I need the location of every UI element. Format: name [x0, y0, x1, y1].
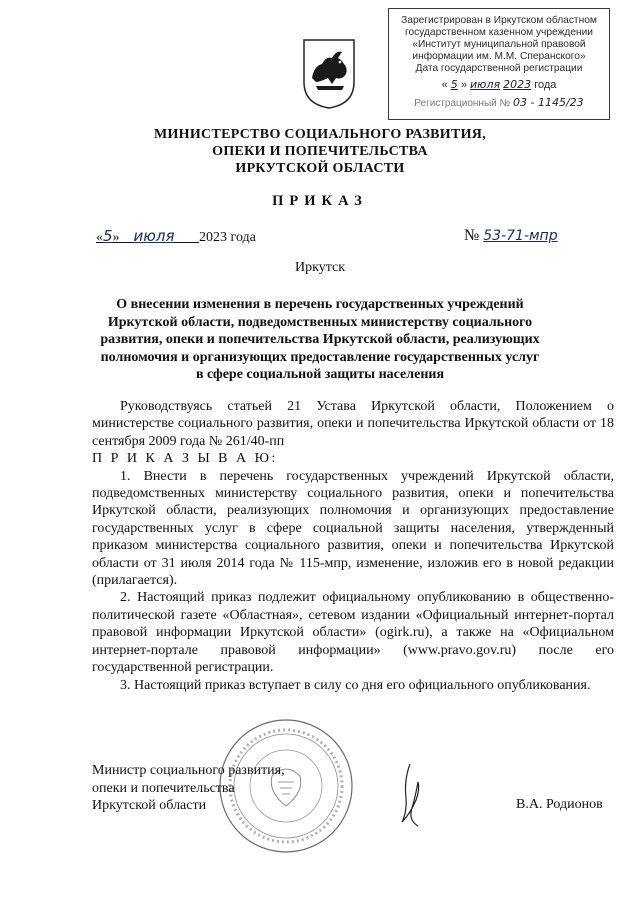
- ministry-line-3: ИРКУТСКОЙ ОБЛАСТИ: [235, 161, 405, 176]
- stamp-date: [393, 79, 605, 91]
- order-date-open: «: [96, 230, 103, 245]
- ministry-header: [120, 126, 520, 177]
- signature-icon: [388, 760, 438, 830]
- order-number: [464, 227, 558, 245]
- body-preamble: Руководствуясь статьей 21 Устава Иркутской области, Положением о министерстве социального развития, опеки и попечительства Иркутской области от 18 сентября 2009 года № 261/40-пп: [92, 399, 614, 449]
- stamp-reg-label: Регистрационный №: [414, 98, 511, 109]
- signer-line-1: Министр социального развития,: [92, 763, 285, 778]
- stamp-date-year: 2023: [503, 78, 532, 91]
- order-date-month: июля: [133, 227, 175, 245]
- signer-line-3: Иркутской области: [92, 798, 207, 813]
- order-date: [96, 227, 256, 246]
- order-date-close: »: [112, 230, 120, 245]
- signer-position: [92, 762, 285, 815]
- stamp-line-2: государственном казенном учреждении: [404, 27, 593, 38]
- body-item-2: 2. Настоящий приказ подлежит официальному опубликованию в общественно-политической газете «Областная», сетевом издании «Официальный интернет-портал правовой информации Иркутской области» (ogirk.ru), а также на «Официальном интернет-портале правовой информации» (www.pravo.gov.ru) после его государственной регистрации.: [92, 590, 614, 676]
- ministry-line-2: ОПЕКИ И ПОПЕЧИТЕЛЬСТВА: [212, 144, 428, 159]
- body-item-1: 1. Внести в перечень государственных учреждений Иркутской области, подведомственных министерству социального развития, опеки и попечительства Иркутской области, реализующих полномочия и организующих предоставление государственных услуг в сфере социальной защиты населения, утвержденный приказом министерства социального развития, опеки и попечительства Иркутской области от 31 июля 2014 года № 115-мпр, изменение, изложив его в новой редакции (прилагается).: [92, 468, 614, 589]
- city: Иркутск: [294, 260, 346, 275]
- order-number-value: 53-71-мпр: [483, 228, 558, 244]
- order-date-day: 5: [103, 227, 113, 245]
- stamp-date-day: 5: [450, 78, 458, 91]
- stamp-registration: [393, 97, 605, 110]
- coat-of-arms-icon: [302, 38, 356, 110]
- stamp-line-4: информации им. М.М. Сперанского»: [412, 51, 586, 62]
- signer-line-2: опеки и попечительства: [92, 780, 235, 796]
- stamp-date-open: «: [441, 79, 448, 91]
- signer-name: В.А. Родионов: [516, 797, 603, 812]
- registration-stamp: [388, 8, 610, 120]
- order-number-sign: №: [464, 227, 480, 244]
- stamp-date-suffix: года: [534, 79, 557, 91]
- order-body: [92, 398, 614, 694]
- body-item-3: 3. Настоящий приказ вступает в силу со дня его официального опубликования.: [120, 677, 591, 693]
- stamp-line-5: Дата государственной регистрации: [415, 63, 583, 74]
- ministry-line-1: МИНИСТЕРСТВО СОЦИАЛЬНОГО РАЗВИТИЯ,: [153, 127, 487, 142]
- stamp-line-1: Зарегистрирован в Иркутском областном: [401, 15, 597, 26]
- order-title: ПРИКАЗ: [272, 193, 368, 209]
- stamp-date-month: июля: [470, 78, 501, 91]
- stamp-reg-number: 03 - 1145/23: [513, 96, 584, 109]
- stamp-line-3: «Институт муниципальной правовой: [412, 39, 586, 50]
- stamp-date-close: »: [460, 79, 467, 91]
- body-order-word: П Р И К А З Ы В А Ю:: [92, 451, 278, 467]
- order-date-year: 2023 года: [199, 230, 256, 245]
- order-subject: О внесении изменения в перечень государственных учреждений Иркутской области, подведомственных министерству социального развития, опеки и попечительства Иркутской области, реализующих полномочия и организующих предоставление государственных услуг в сфере социальной защиты населения: [100, 297, 540, 382]
